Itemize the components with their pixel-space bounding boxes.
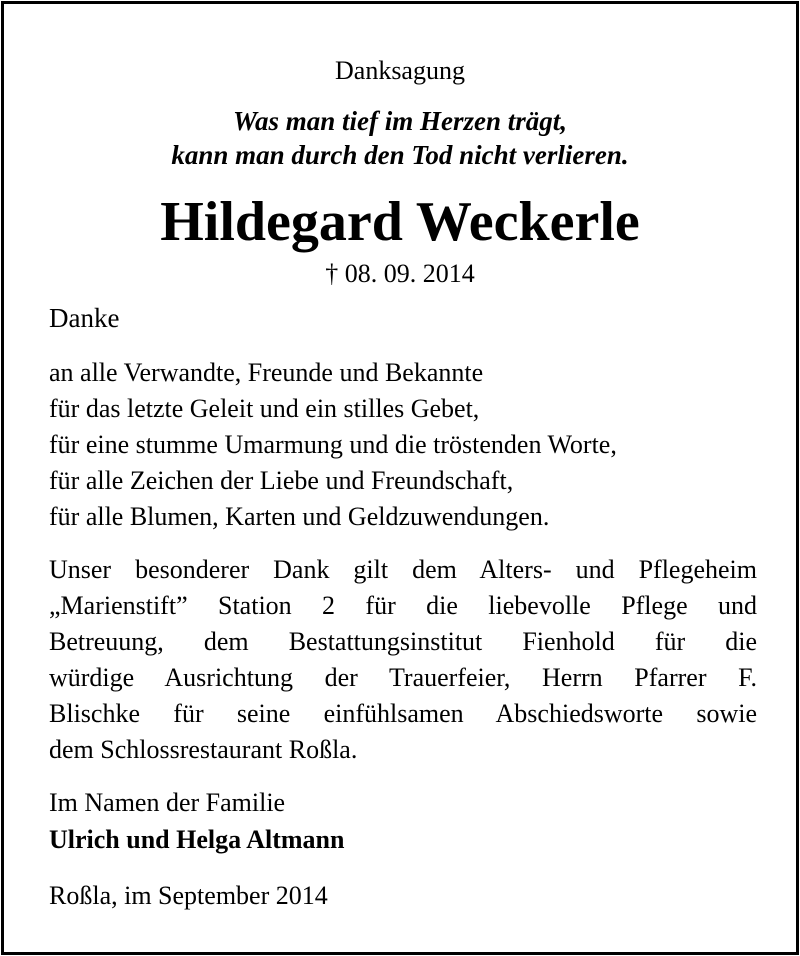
thanks-line: für alle Blumen, Karten und Geldzuwendungen. xyxy=(49,502,550,531)
special-thanks-line: würdige Ausrichtung der Trauerfeier, Herrn Pfarrer F. xyxy=(49,663,757,692)
death-date: † 08. 09. 2014 xyxy=(325,259,475,288)
notice-heading: Danksagung xyxy=(335,56,465,85)
thanks-word: Danke xyxy=(49,303,120,333)
deceased-name: Hildegard Weckerle xyxy=(160,191,640,253)
special-thanks-line: dem Schlossrestaurant Roßla. xyxy=(49,735,358,764)
thanks-line: für alle Zeichen der Liebe und Freundschaft, xyxy=(49,466,514,495)
thanks-line: für das letzte Geleit und ein stilles Gebet, xyxy=(49,394,480,423)
motto xyxy=(4,104,796,172)
family-intro: Im Namen der Familie xyxy=(49,788,286,817)
motto-line: kann man durch den Tod nicht verlieren. xyxy=(171,140,629,170)
place-date: Roßla, im September 2014 xyxy=(49,881,328,910)
thanks-line: für eine stumme Umarmung und die tröstenden Worte, xyxy=(49,430,617,459)
family-names: Ulrich und Helga Altmann xyxy=(49,825,345,854)
special-thanks-paragraph xyxy=(49,552,757,768)
thanks-line: an alle Verwandte, Freunde und Bekannte xyxy=(49,358,484,387)
special-thanks-line: Betreuung, dem Bestattungsinstitut Fienhold für die xyxy=(49,627,757,656)
obituary-notice xyxy=(1,1,799,955)
special-thanks-line: Unser besonderer Dank gilt dem Alters- und Pflegeheim xyxy=(49,555,757,584)
special-thanks-line: Blischke für seine einfühlsamen Abschiedsworte sowie xyxy=(49,699,757,728)
special-thanks-line: „Marienstift” Station 2 für die liebevolle Pflege und xyxy=(49,591,757,620)
motto-line: Was man tief im Herzen trägt, xyxy=(232,106,568,136)
thanks-list xyxy=(49,355,757,535)
